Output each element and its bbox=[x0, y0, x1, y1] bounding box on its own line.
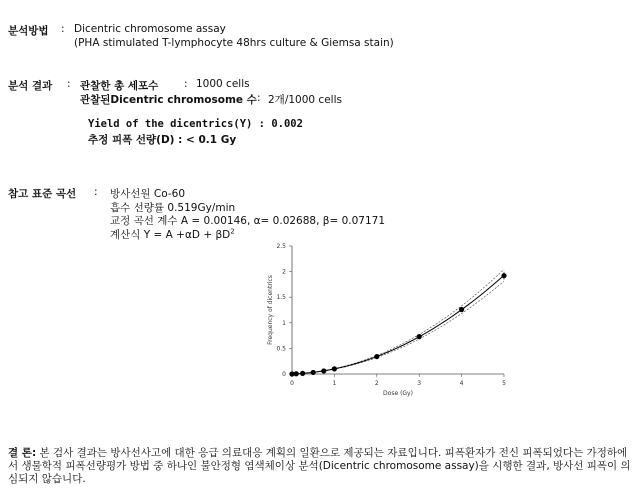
y-tick-label: 1 bbox=[282, 319, 286, 327]
y-tick-label: 1.5 bbox=[276, 294, 286, 302]
y-tick-label: 2.5 bbox=[276, 243, 286, 250]
conclusion-label: 결 론: bbox=[8, 447, 37, 459]
y-axis-label: Frequency of dicentrics bbox=[267, 275, 274, 345]
x-tick-label: 2 bbox=[374, 380, 379, 387]
x-tick-label: 0 bbox=[290, 380, 294, 387]
x-tick-label: 3 bbox=[417, 380, 422, 387]
results-label: 분석 결과 bbox=[8, 80, 53, 92]
data-point bbox=[417, 334, 422, 339]
conclusion-text: 본 검사 결과는 방사선사고에 대한 응급 의료대응 계획의 일환으로 제공되는 자료입니다. 피폭환자가 전신 피폭되었다는 가정하에서 생물학적 피폭선량평가 방법 중 하나인 불안정형 염색체이상 분석(Dicentric chromosome assay)을 시행한 결과, 방사선 피폭이 의심되지 않습니다. bbox=[8, 447, 631, 485]
y-tick-label: 0 bbox=[282, 371, 286, 378]
conclusion bbox=[8, 447, 633, 486]
lower-bound-curve bbox=[292, 281, 504, 374]
x-tick-label: 1 bbox=[332, 380, 337, 387]
data-point bbox=[459, 307, 464, 312]
fitted-curve bbox=[292, 275, 504, 374]
formula-exponent: 2 bbox=[230, 227, 235, 236]
method-line2: (PHA stimulated T-lymphocyte 48hrs culture & Giemsa stain) bbox=[74, 37, 394, 49]
upper-bound-curve bbox=[292, 269, 504, 374]
formula bbox=[110, 227, 235, 242]
dicentric-count-value: 2개/1000 cells bbox=[268, 94, 342, 106]
data-point bbox=[374, 354, 379, 359]
radiation-source: 방사선원 Co-60 bbox=[110, 188, 186, 200]
estimated-dose-line: 추정 피폭 선량(D) : < 0.1 Gy bbox=[88, 134, 237, 146]
data-point bbox=[300, 371, 305, 376]
x-axis-label: Dose (Gy) bbox=[383, 390, 413, 397]
x-tick-label: 4 bbox=[459, 380, 464, 387]
method-label: 분석방법 bbox=[8, 25, 49, 37]
data-point bbox=[294, 371, 299, 376]
dicentric-count-colon: : bbox=[257, 92, 261, 104]
data-point bbox=[501, 273, 506, 278]
x-tick-label: 5 bbox=[502, 380, 506, 387]
data-point bbox=[321, 368, 326, 373]
method-line1: Dicentric chromosome assay bbox=[74, 23, 226, 35]
y-tick-label: 2 bbox=[282, 268, 286, 276]
data-point bbox=[332, 366, 337, 371]
curve-coefficients: 교정 곡선 계수 A = 0.00146, α= 0.02688, β= 0.07171 bbox=[110, 215, 386, 227]
total-cells-colon: : bbox=[184, 78, 188, 90]
reference-colon: : bbox=[94, 186, 98, 198]
results-colon: : bbox=[67, 78, 71, 90]
total-cells-value: 1000 cells bbox=[196, 78, 250, 90]
reference-label: 참고 표준 곡선 bbox=[8, 188, 77, 200]
total-cells-label: 관찰한 총 세포수 bbox=[80, 80, 159, 92]
calibration-curve-chart bbox=[258, 238, 508, 398]
method-colon: : bbox=[61, 23, 65, 35]
y-tick-label: 0.5 bbox=[276, 345, 286, 353]
dose-rate: 흡수 선량률 0.519Gy/min bbox=[110, 202, 236, 214]
dicentric-count-label: 관찰된Dicentric chromosome 수 bbox=[80, 94, 257, 106]
yield-line: Yield of the dicentrics(Y) : 0.002 bbox=[88, 118, 303, 130]
data-point bbox=[311, 370, 316, 375]
formula-text: 계산식 Y = A +αD + βD bbox=[110, 229, 231, 241]
